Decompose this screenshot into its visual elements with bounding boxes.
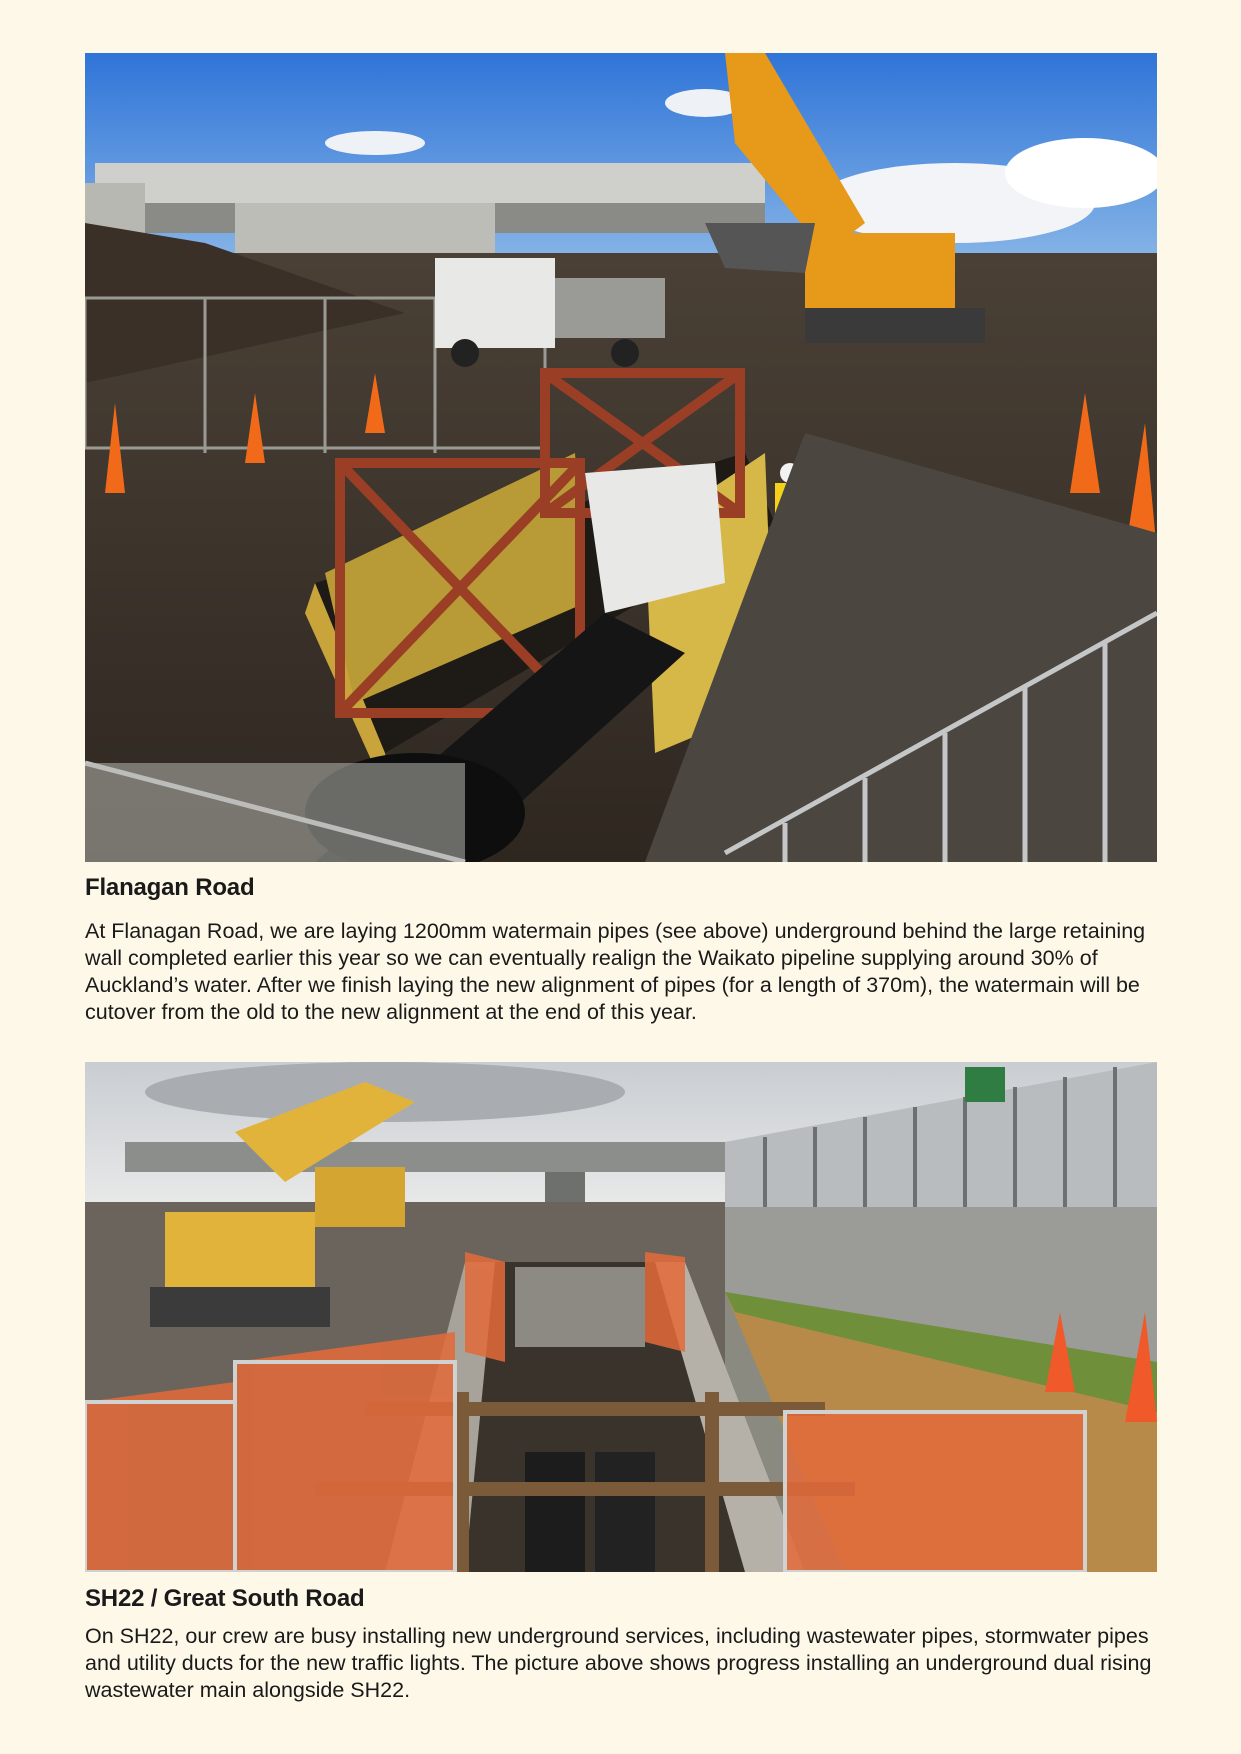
- section-heading-sh22: SH22 / Great South Road: [85, 1585, 365, 1612]
- section-body-flanagan-road: At Flanagan Road, we are laying 1200mm watermain pipes (see above) underground behind the large retaining wall completed earlier this year so we can eventually realign the Waikato pipeline supplying around 30% of Auckland’s water. After we finish laying the new alignment of pipes (for a length of 370m), the watermain will be cutover from the old to the new alignment at the end of this year.: [85, 919, 1146, 1024]
- sh22-photo-illustration: [85, 1062, 1157, 1572]
- flanagan-road-photo-illustration: [85, 53, 1157, 862]
- section-heading-flanagan-road: Flanagan Road: [85, 874, 255, 901]
- flanagan-road-photo: [85, 53, 1157, 862]
- section-body-sh22: On SH22, our crew are busy installing new underground services, including wastewater pipes, stormwater pipes and utility ducts for the new traffic lights. The picture above shows progress installing an underground dual rising wastewater main alongside SH22.: [85, 1624, 1152, 1702]
- sh22-photo: [85, 1062, 1157, 1572]
